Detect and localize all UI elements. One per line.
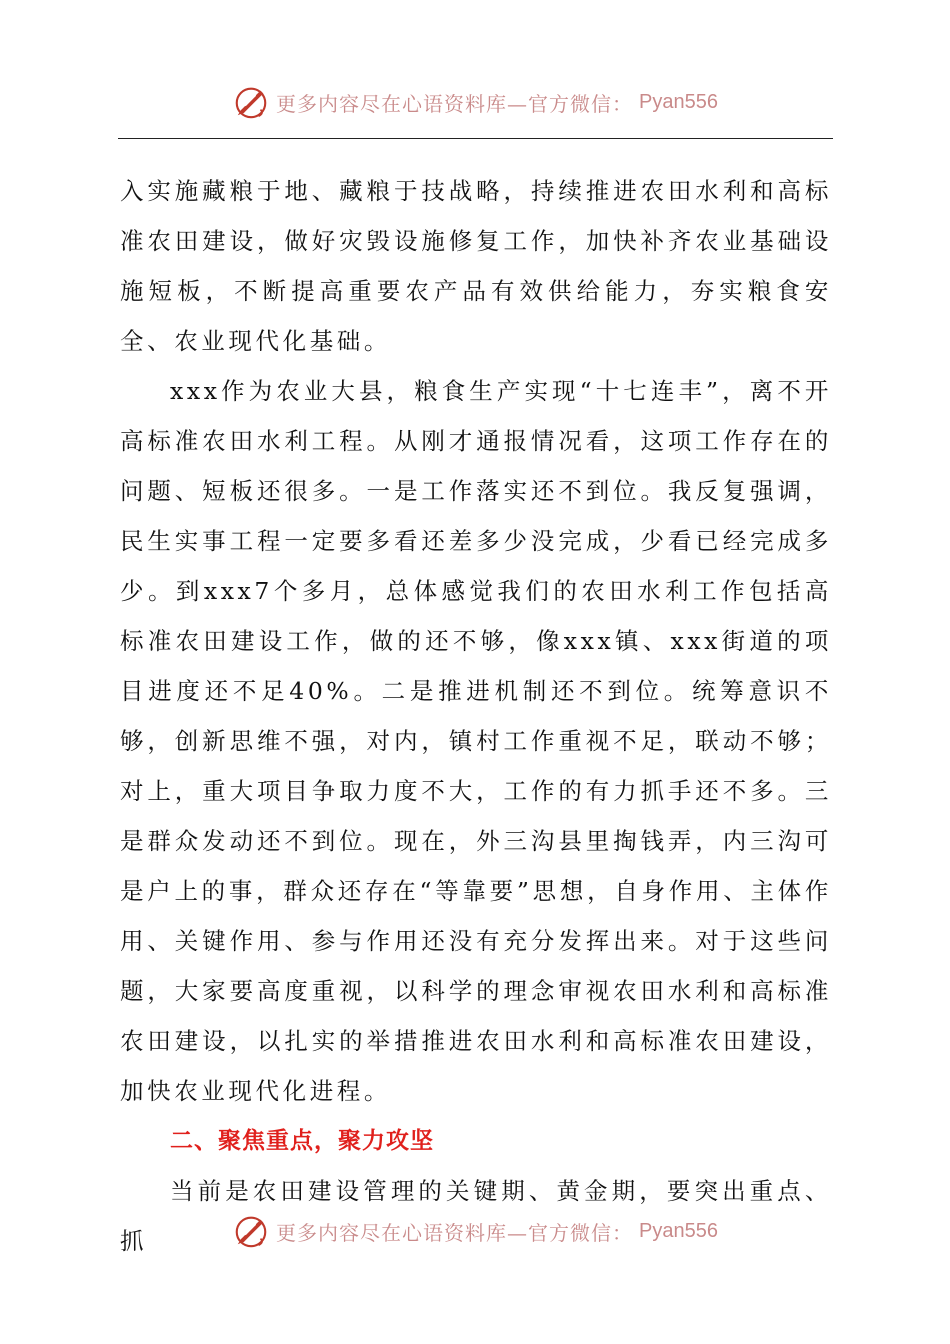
- header-divider: [118, 138, 833, 139]
- footer-banner-text: 更多内容尽在心语资料库—官方微信：: [276, 1220, 634, 1245]
- quill-pen-logo-icon: [232, 1212, 270, 1250]
- paragraph-2: xxx作为农业大县，粮食生产实现“十七连丰”，离不开高标准农田水利工程。从刚才通报情况看，这项工作存在的问题、短板还很多。一是工作落实还不到位。我反复强调，民生实事工程一定要多看还差多少没完成，少看已经完成多少。到xxx7个多月，总体感觉我们的农田水利工作包括高标准农田建设工作，做的还不够，像xxx镇、xxx街道的项目进度还不足40%。二是推进机制还不到位。统筹意识不够，创新思维不强，对内，镇村工作重视不足，联动不够；对上，重大项目争取力度不大，工作的有力抓手还不多。三是群众发动还不到位。现在，外三沟县里掏钱弄，内三沟可是户上的事，群众还存在“等靠要”思想，自身作用、主体作用、关键作用、参与作用还没有充分发挥出来。对于这些问题，大家要高度重视，以科学的理念审视农田水利和高标准农田建设，以扎实的举措推进农田水利和高标准农田建设，加快农业现代化进程。: [120, 377, 832, 1105]
- footer-banner: [0, 1209, 950, 1253]
- paragraph-1: 入实施藏粮于地、藏粮于技战略，持续推进农田水利和高标准农田建设，做好灾毁设施修复工作，加快补齐农业基础设施短板，不断提高重要农产品有效供给能力，夯实粮食安全、农业现代化基础。: [120, 177, 832, 355]
- header-banner: [0, 80, 950, 124]
- header-wechat-id: Pyan556: [639, 90, 718, 113]
- section-heading-2: 二、聚焦重点，聚力攻坚: [170, 1128, 434, 1154]
- footer-wechat-id: Pyan556: [639, 1219, 718, 1242]
- document-body: [120, 166, 832, 1266]
- paragraph-3: 当前是农田建设管理的关键期、黄金期，要突出重点、抓: [120, 1177, 832, 1255]
- quill-pen-logo-icon: [232, 83, 270, 121]
- header-banner-text: 更多内容尽在心语资料库—官方微信：: [276, 91, 634, 116]
